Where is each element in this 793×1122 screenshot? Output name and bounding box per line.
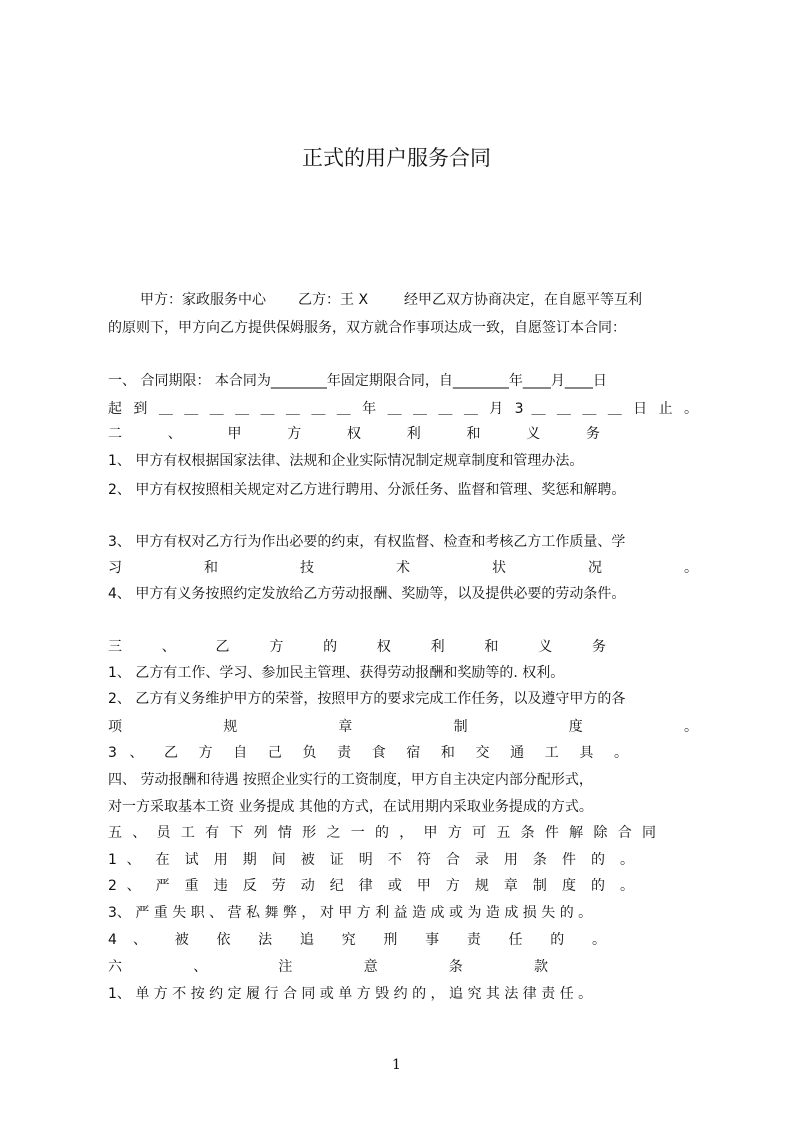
- clause-5-item-2: 2 、 严 重 违 反 劳 动 纪 律 或 甲 方 规 章 制 度 的 。: [108, 878, 634, 894]
- intro-line-1: [108, 288, 698, 312]
- page-number: 1: [392, 1057, 401, 1073]
- clause-4-line-2: 对一方采取基本工资 业务提成 其他的方式，在试用期内采取业务提成的方式。: [108, 799, 593, 815]
- clause-2-item-4: 4、 甲方有义务按照约定发放给乙方劳动报酬、奖励等，以及提供必要的劳动条件。: [108, 586, 626, 602]
- clause-3-item-3: 3 、 乙 方 自 己 负 责 食 宿 和 交 通 工 具 。: [108, 745, 628, 761]
- section-2-heading: 二 、 甲 方 权 利 和 义 务: [108, 426, 600, 442]
- clause-2-item-3-line-2: 习 和 技 术 状 况 。: [108, 560, 698, 576]
- clause-3-item-1: 1、 乙方有工作、学习、参加民主管理、获得劳动报酬和奖励等的. 权利。: [108, 665, 565, 681]
- intro-text: 经甲乙双方协商决定，在自愿平等互利: [404, 292, 643, 308]
- clause-3-item-2-line-2: 项 规 章 制 度 。: [108, 719, 698, 735]
- clause-1-line-1: 一、 合同期限： 本合同为________年固定期限合同，自________年____月____日: [108, 373, 607, 389]
- clause-2-item-2: 2、 甲方有权按照相关规定对乙方进行聘用、分派任务、监督和管理、奖惩和解聘。: [108, 482, 626, 498]
- clause-5-item-3: 3、 严 重 失 职 、 营 私 舞 弊 ， 对 甲 方 利 益 造 成 或 为 造 成 损 失 的 。: [108, 905, 593, 921]
- section-5-heading: 五 、 员 工 有 下 列 情 形 之 一 的 ， 甲 方 可 五 条 件 解 除 合 同: [108, 825, 656, 841]
- clause-5-item-4: 4 、 被 依 法 追 究 刑 事 责 任 的 。: [108, 932, 606, 948]
- clause-1-line-2: 起 到 ＿ ＿ ＿ ＿ ＿ ＿ ＿ ＿ 年 ＿ ＿ ＿ ＿ 月 3 ＿ ＿ ＿ ＿ 日 止 。: [108, 401, 698, 417]
- clause-2-item-1: 1、 甲方有权根据国家法律、法规和企业实际情况制定规章制度和管理办法。: [108, 453, 584, 469]
- party-a: 甲方：家政服务中心: [140, 292, 266, 308]
- clause-5-item-1: 1 、 在 试 用 期 间 被 证 明 不 符 合 录 用 条 件 的 。: [108, 852, 634, 868]
- intro-line-2: 的原则下，甲方向乙方提供保姆服务，双方就合作事项达成一致，自愿签订本合同：: [108, 320, 626, 336]
- section-3-heading: 三 、 乙 方 的 权 利 和 义 务: [108, 639, 606, 655]
- clause-6-item-1: 1、 单 方 不 按 约 定 履 行 合 同 或 单 方 毁 约 的 ， 追 究 其 法 律 责 任 。: [108, 986, 593, 1002]
- party-b: 乙方：王 X: [298, 292, 369, 308]
- section-6-heading: 六 、 注 意 条 款: [108, 959, 548, 975]
- document-title: 正式的用户服务合同: [302, 146, 491, 170]
- clause-4-line-1: 四、 劳动报酬和待遇 按照企业实行的工资制度，甲方自主决定内部分配形式，: [108, 772, 593, 788]
- clause-2-item-3-line-1: 3、 甲方有权对乙方行为作出必要的约束，有权监督、检查和考核乙方工作质量、学: [108, 534, 626, 550]
- clause-3-item-2-line-1: 2、 乙方有义务维护甲方的荣誉，按照甲方的要求完成工作任务，以及遵守甲方的各: [108, 691, 626, 707]
